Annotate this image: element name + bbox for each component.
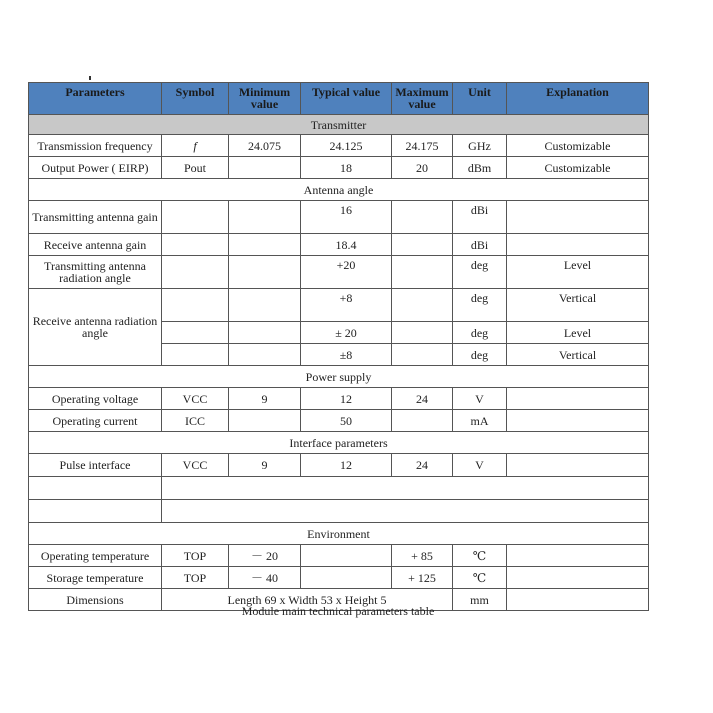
cell-symbol [162,344,229,366]
section-environment [29,523,649,545]
cell-typ: 12 [301,454,392,477]
cell-symbol: TOP [162,567,229,589]
cell-min: 24.075 [229,135,301,157]
header-row [29,83,649,115]
cell-parameter: Output Power ( EIRP) [29,157,162,179]
blank-cell [162,500,649,523]
cell-symbol [162,201,229,234]
cell-parameter: Receive antenna radiation angle [29,289,162,366]
section-transmitter [29,115,649,135]
cell-explanation [507,567,649,589]
cell-parameter: Operating voltage [29,388,162,410]
blank-cell [29,477,162,500]
table-row [29,256,649,289]
stray-mark [89,76,91,80]
table-row [29,289,649,322]
blank-cell [29,500,162,523]
cell-explanation: Level [507,322,649,344]
cell-explanation: Level [507,256,649,289]
section-label: Interface parameters [29,432,649,454]
header-explanation: Explanation [507,83,649,115]
cell-explanation: Vertical [507,289,649,322]
cell-min [229,410,301,432]
cell-symbol: ICC [162,410,229,432]
cell-unit: dBm [453,157,507,179]
cell-unit: V [453,388,507,410]
cell-unit: ℃ [453,567,507,589]
cell-parameter: Storage temperature [29,567,162,589]
cell-min [229,157,301,179]
cell-symbol [162,322,229,344]
section-label: Transmitter [29,115,649,135]
section-label: Environment [29,523,649,545]
cell-max [392,256,453,289]
table-row [29,234,649,256]
cell-typ [301,545,392,567]
blank-cell [162,477,649,500]
cell-typ: 50 [301,410,392,432]
cell-unit: deg [453,344,507,366]
table-row [29,567,649,589]
section-power-supply [29,366,649,388]
cell-min: － 40 [229,567,301,589]
cell-max [392,234,453,256]
cell-parameter: Transmission frequency [29,135,162,157]
cell-min [229,344,301,366]
section-interface [29,432,649,454]
cell-max: 24 [392,388,453,410]
cell-typ: 24.125 [301,135,392,157]
cell-unit: deg [453,289,507,322]
cell-max [392,322,453,344]
table-row [29,157,649,179]
cell-max: + 125 [392,567,453,589]
cell-min [229,289,301,322]
cell-max: + 85 [392,545,453,567]
table-row [29,545,649,567]
cell-unit: dBi [453,201,507,234]
cell-min [229,201,301,234]
cell-symbol: TOP [162,545,229,567]
cell-symbol [162,256,229,289]
cell-symbol [162,289,229,322]
table-row [29,454,649,477]
cell-unit: deg [453,256,507,289]
cell-explanation: Vertical [507,344,649,366]
cell-typ [301,567,392,589]
cell-min [229,256,301,289]
cell-typ: 12 [301,388,392,410]
cell-parameter: Receive antenna gain [29,234,162,256]
cell-min [229,322,301,344]
cell-parameter: Transmitting antenna radiation angle [29,256,162,289]
section-antenna [29,179,649,201]
blank-row [29,477,649,500]
cell-explanation [507,201,649,234]
cell-max: 20 [392,157,453,179]
cell-max: 24.175 [392,135,453,157]
table-row [29,201,649,234]
cell-explanation [507,388,649,410]
cell-symbol: VCC [162,454,229,477]
cell-max: 24 [392,454,453,477]
cell-typ: 18.4 [301,234,392,256]
section-label: Antenna angle [29,179,649,201]
blank-row [29,500,649,523]
header-parameters: Parameters [29,83,162,115]
cell-explanation [507,545,649,567]
header-maximum: Maximum value [392,83,453,115]
table-row [29,135,649,157]
cell-max [392,289,453,322]
cell-typ: 18 [301,157,392,179]
cell-parameter: Dimensions [29,589,162,611]
cell-explanation [507,454,649,477]
cell-parameter: Pulse interface [29,454,162,477]
cell-min [229,234,301,256]
cell-max [392,410,453,432]
header-typical: Typical value [301,83,392,115]
cell-unit: GHz [453,135,507,157]
cell-symbol: VCC [162,388,229,410]
cell-unit: dBi [453,234,507,256]
cell-min: 9 [229,388,301,410]
header-symbol: Symbol [162,83,229,115]
cell-explanation [507,410,649,432]
cell-parameter: Transmitting antenna gain [29,201,162,234]
cell-dimensions-value: Length 69 x Width 53 x Height 5 [162,589,453,611]
cell-unit: mm [453,589,507,611]
cell-max [392,344,453,366]
table-caption: Module main technical parameters table [241,604,435,618]
cell-min: － 20 [229,545,301,567]
cell-explanation: Customizable [507,157,649,179]
cell-max [392,201,453,234]
cell-parameter: Operating temperature [29,545,162,567]
cell-typ: ± 20 [301,322,392,344]
table-row [29,410,649,432]
cell-typ: +20 [301,256,392,289]
header-minimum: Minimum value [229,83,301,115]
header-unit: Unit [453,83,507,115]
cell-unit: mA [453,410,507,432]
cell-unit: deg [453,322,507,344]
cell-symbol [162,234,229,256]
cell-typ: 16 [301,201,392,234]
cell-symbol: Pout [162,157,229,179]
cell-unit: V [453,454,507,477]
cell-typ: ±8 [301,344,392,366]
cell-explanation [507,234,649,256]
cell-parameter: Operating current [29,410,162,432]
section-label: Power supply [29,366,649,388]
table-row [29,388,649,410]
cell-min: 9 [229,454,301,477]
cell-symbol: f [162,135,229,157]
cell-unit: ℃ [453,545,507,567]
cell-typ: +8 [301,289,392,322]
cell-explanation: Customizable [507,135,649,157]
technical-parameters-table [28,82,649,611]
